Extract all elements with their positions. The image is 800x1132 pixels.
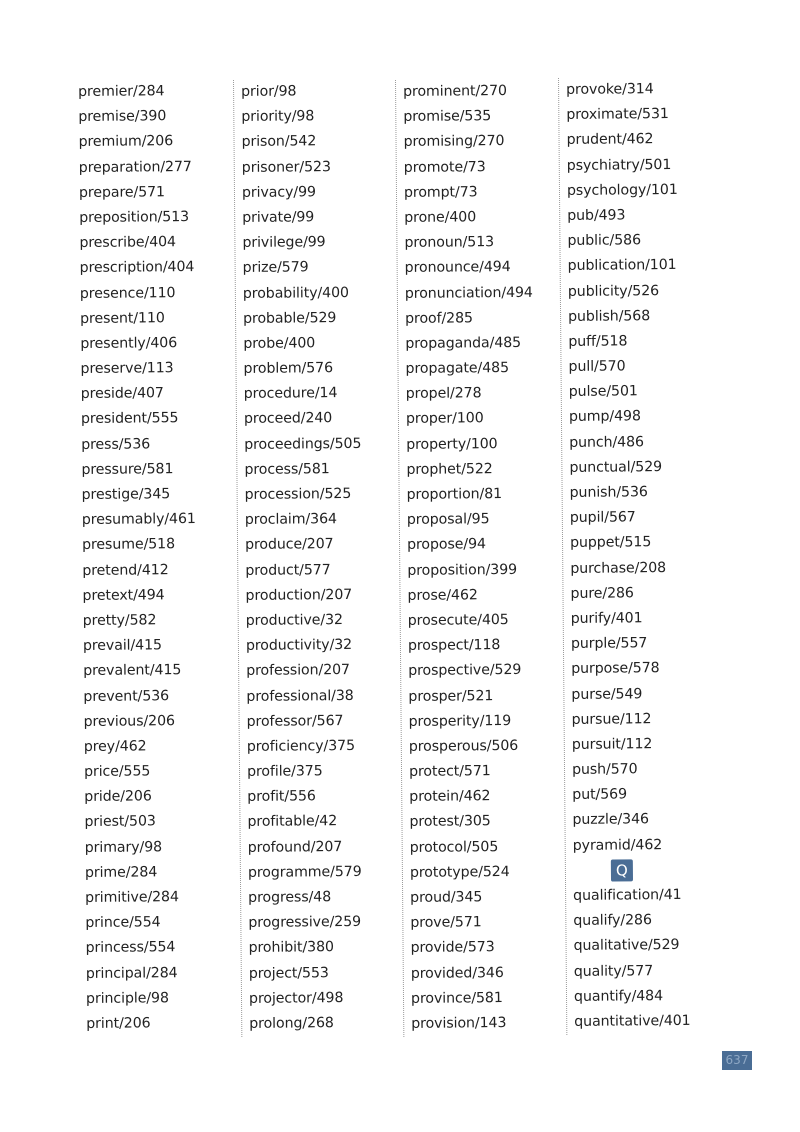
index-entry: prescription/404	[79, 259, 195, 277]
section-letter-badge: Q	[611, 860, 633, 882]
index-entry: purchase/208	[570, 559, 667, 577]
index-entry: pride/206	[84, 788, 152, 806]
index-column-1	[78, 79, 236, 1037]
index-column-2	[233, 79, 393, 1037]
index-entry: propel/278	[405, 385, 482, 403]
index-entry: punctual/529	[569, 458, 663, 476]
index-entry: probability/400	[242, 284, 349, 302]
index-entry: protest/305	[409, 813, 491, 831]
index-entry: prescribe/404	[79, 234, 177, 252]
index-entry: pump/498	[568, 408, 641, 426]
index-entry: publish/568	[568, 307, 651, 325]
index-entry: prospective/529	[408, 662, 522, 680]
index-entry: privilege/99	[242, 234, 326, 252]
index-entry: pull/570	[568, 358, 626, 375]
index-entry: pronounce/494	[404, 259, 511, 277]
index-entry: prudent/462	[566, 131, 654, 149]
index-entry: psychology/101	[566, 181, 678, 199]
index-entry: proceedings/505	[244, 435, 362, 453]
index-entry: prisoner/523	[241, 158, 331, 176]
index-entry: projector/498	[248, 989, 344, 1007]
index-entry: put/569	[572, 786, 628, 804]
index-entry: property/100	[406, 435, 498, 453]
index-entry: puzzle/346	[572, 811, 649, 829]
index-column-4	[558, 77, 718, 1035]
index-entry: procedure/14	[243, 385, 338, 403]
index-entry: prone/400	[404, 209, 477, 226]
index-entry: prophet/522	[406, 460, 493, 478]
index-entry: project/553	[248, 964, 329, 982]
index-entry: present/110	[80, 309, 165, 327]
index-entry: premier/284	[78, 83, 165, 100]
index-entry: professor/567	[246, 712, 344, 730]
index-entry: prevalent/415	[83, 662, 182, 680]
index-entry: print/206	[86, 1015, 151, 1032]
index-entry: prevail/415	[82, 637, 163, 655]
index-entry: proximate/531	[566, 106, 669, 124]
index-entry: prosper/521	[408, 687, 494, 705]
index-entry: prosperity/119	[408, 712, 512, 730]
index-entry: protect/571	[408, 763, 491, 780]
index-entry: prevent/536	[83, 687, 170, 705]
index-entry: prince/554	[85, 914, 161, 932]
index-entry: produce/207	[244, 536, 334, 554]
index-entry: pyramid/462	[572, 836, 663, 854]
index-entry: puppet/515	[569, 534, 652, 552]
index-entry: qualify/286	[573, 912, 652, 930]
section-marker	[567, 857, 717, 883]
index-entry: proper/100	[405, 410, 484, 428]
index-entry: product/577	[245, 561, 331, 579]
index-entry: profitable/42	[247, 813, 338, 831]
index-entry: profession/207	[246, 662, 351, 680]
index-entry: provided/346	[410, 964, 504, 982]
index-entry: provoke/314	[566, 81, 654, 98]
index-entry: problem/576	[243, 360, 334, 377]
index-entry: provision/143	[411, 1015, 507, 1032]
index-entry: price/555	[83, 763, 151, 781]
index-entry: qualitative/529	[573, 937, 680, 955]
index-entry: pure/286	[570, 585, 634, 602]
index-entry: quantitative/401	[574, 1012, 691, 1030]
index-entry: pronoun/513	[404, 234, 495, 252]
index-entry: purify/401	[570, 610, 643, 627]
index-entry: profound/207	[247, 838, 343, 856]
index-entry: presumably/461	[81, 511, 196, 529]
index-entry: public/586	[567, 232, 642, 250]
index-entry: prepare/571	[78, 183, 166, 201]
index-entry: presently/406	[80, 335, 178, 352]
index-entry: probe/400	[243, 335, 316, 352]
index-entry: qualification/41	[573, 886, 682, 904]
index-entry: proud/345	[410, 889, 483, 906]
index-entry: private/99	[242, 209, 315, 226]
index-column-3	[395, 79, 555, 1037]
index-entry: profit/556	[247, 788, 316, 806]
index-entry: proof/285	[405, 310, 473, 327]
index-entry: prey/462	[83, 738, 147, 755]
index-entry: province/581	[410, 989, 503, 1007]
index-entry: prosperous/506	[408, 737, 519, 755]
index-entry: publication/101	[567, 257, 677, 275]
index-entry: president/555	[80, 410, 179, 428]
index-entry: professional/38	[246, 687, 354, 705]
index-entry: provide/573	[410, 939, 495, 957]
index-entry: primary/98	[84, 838, 163, 856]
index-entry: propose/94	[406, 536, 486, 554]
index-entry: prototype/524	[409, 863, 510, 881]
index-entry: principal/284	[85, 964, 178, 982]
index-entry: probable/529	[243, 309, 337, 327]
index-entry: protein/462	[409, 788, 491, 806]
index-entry: prison/542	[241, 133, 317, 151]
index-entry: punch/486	[569, 433, 644, 451]
index-entry: pretext/494	[82, 587, 165, 604]
index-entry: profile/375	[246, 763, 323, 780]
index-entry: promise/535	[403, 108, 492, 126]
index-entry: proficiency/375	[246, 737, 356, 755]
index-entry: proceed/240	[243, 410, 333, 428]
index-entry: pub/493	[567, 207, 626, 224]
index-entry: presume/518	[81, 536, 176, 554]
index-entry: prolong/268	[249, 1015, 334, 1032]
index-entry: propaganda/485	[405, 334, 522, 352]
index-entry: process/581	[244, 460, 330, 478]
index-entry: purple/557	[570, 635, 648, 653]
index-entry: primitive/284	[85, 889, 179, 906]
index-entry: prominent/270	[403, 83, 507, 100]
index-entry: prestige/345	[81, 486, 171, 503]
index-entry: preside/407	[80, 385, 164, 403]
index-entry: procession/525	[244, 485, 352, 503]
index-entry: princess/554	[85, 939, 176, 957]
index-entry: prohibit/380	[248, 939, 334, 957]
index-entry: push/570	[571, 761, 638, 778]
index-entry: prospect/118	[407, 637, 501, 655]
index-entry: progressive/259	[248, 914, 362, 932]
index-entry: progress/48	[248, 889, 332, 906]
page-number: 637	[722, 1051, 752, 1070]
index-entry: quality/577	[573, 962, 654, 980]
index-entry: previous/206	[83, 712, 175, 730]
index-entry: priority/98	[241, 108, 315, 126]
index-entry: presence/110	[79, 284, 176, 302]
index-entry: punish/536	[569, 484, 648, 501]
index-entry: prosecute/405	[407, 611, 509, 629]
index-entry: proposition/399	[407, 561, 518, 579]
index-entry: protocol/505	[409, 838, 499, 856]
index-entry: production/207	[245, 586, 353, 604]
index-entry: pursue/112	[571, 710, 652, 728]
index-entry: privacy/99	[241, 184, 316, 201]
index-entry: premise/390	[78, 108, 167, 126]
index-entry: publicity/526	[567, 282, 660, 300]
index-entry: pulse/501	[568, 383, 638, 401]
index-entry: preposition/513	[79, 208, 190, 226]
index-entry: propagate/485	[405, 360, 510, 377]
index-entry: productive/32	[245, 611, 343, 629]
index-entry: proportion/81	[406, 486, 503, 503]
index-entry: preparation/277	[78, 158, 192, 176]
index-entry: press/536	[81, 436, 151, 453]
index-entry: prize/579	[242, 259, 309, 277]
index-entry: purse/549	[571, 685, 643, 703]
index-entry: pursuit/112	[571, 736, 653, 753]
index-entry: prose/462	[407, 587, 478, 604]
index-entry: prove/571	[410, 914, 482, 932]
index-entry: pronunciation/494	[404, 284, 533, 302]
index-entry: premium/206	[78, 133, 174, 151]
index-entry: quantify/484	[573, 987, 664, 1005]
index-entry: prime/284	[84, 864, 158, 881]
index-entry: pretty/582	[82, 612, 157, 629]
index-entry: pretend/412	[82, 561, 169, 579]
index-entry: productivity/32	[245, 637, 353, 655]
index-entry: pupil/567	[569, 509, 636, 527]
index-entry: programme/579	[247, 863, 362, 881]
index-entry: proclaim/364	[244, 511, 337, 529]
index-entry: puff/518	[568, 333, 628, 350]
index-entry: psychiatry/501	[566, 156, 672, 174]
index-entry: promising/270	[403, 133, 505, 151]
index-entry: principle/98	[85, 989, 169, 1007]
index-entry: pressure/581	[81, 460, 174, 478]
index-entry: prior/98	[241, 83, 297, 100]
index-entry: preserve/113	[80, 360, 174, 378]
index-entry: purpose/578	[571, 660, 660, 678]
index-entry: priest/503	[84, 813, 156, 831]
index-entry: prompt/73	[403, 184, 478, 201]
index-entry: proposal/95	[406, 511, 490, 529]
index-entry: promote/73	[403, 158, 486, 176]
